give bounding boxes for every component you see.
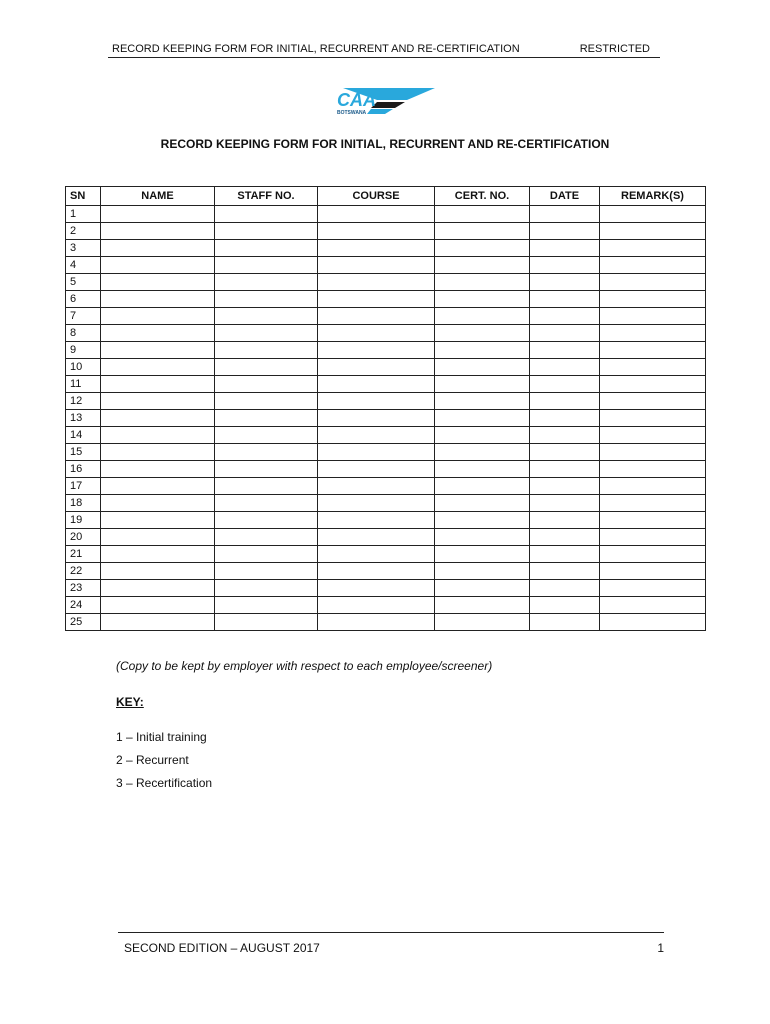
staff-no-cell[interactable] <box>215 308 318 325</box>
cert-no-cell[interactable] <box>435 308 530 325</box>
row-sn: 2 <box>66 223 101 240</box>
name-cell[interactable] <box>101 291 215 308</box>
cert-no-cell[interactable] <box>435 546 530 563</box>
footer-edition: SECOND EDITION – AUGUST 2017 <box>124 941 320 955</box>
row-sn: 10 <box>66 359 101 376</box>
remarks-cell[interactable] <box>600 512 706 529</box>
staff-no-cell[interactable] <box>215 427 318 444</box>
cert-no-cell[interactable] <box>435 342 530 359</box>
cert-no-cell[interactable] <box>435 563 530 580</box>
remarks-cell[interactable] <box>600 410 706 427</box>
row-sn: 16 <box>66 461 101 478</box>
staff-no-cell[interactable] <box>215 580 318 597</box>
cert-no-cell[interactable] <box>435 597 530 614</box>
name-cell[interactable] <box>101 240 215 257</box>
staff-no-cell[interactable] <box>215 206 318 223</box>
cert-no-cell[interactable] <box>435 376 530 393</box>
name-cell[interactable] <box>101 308 215 325</box>
date-cell[interactable] <box>530 257 600 274</box>
logo-subtext: BOTSWANA <box>337 110 367 116</box>
remarks-cell[interactable] <box>600 308 706 325</box>
date-cell[interactable] <box>530 274 600 291</box>
name-cell[interactable] <box>101 376 215 393</box>
date-cell[interactable] <box>530 359 600 376</box>
remarks-cell[interactable] <box>600 546 706 563</box>
date-cell[interactable] <box>530 325 600 342</box>
staff-no-cell[interactable] <box>215 444 318 461</box>
course-cell[interactable] <box>318 342 435 359</box>
table-row <box>66 478 706 495</box>
staff-no-cell[interactable] <box>215 529 318 546</box>
cert-no-cell[interactable] <box>435 444 530 461</box>
course-cell[interactable] <box>318 206 435 223</box>
table-row <box>66 461 706 478</box>
row-sn: 9 <box>66 342 101 359</box>
date-cell[interactable] <box>530 563 600 580</box>
date-cell[interactable] <box>530 342 600 359</box>
staff-no-cell[interactable] <box>215 614 318 631</box>
table-row <box>66 444 706 461</box>
cert-no-cell[interactable] <box>435 614 530 631</box>
table-row <box>66 563 706 580</box>
date-cell[interactable] <box>530 308 600 325</box>
date-cell[interactable] <box>530 461 600 478</box>
table-row <box>66 614 706 631</box>
row-sn: 1 <box>66 206 101 223</box>
date-cell[interactable] <box>530 478 600 495</box>
staff-no-cell[interactable] <box>215 512 318 529</box>
name-cell[interactable] <box>101 580 215 597</box>
course-cell[interactable] <box>318 325 435 342</box>
cert-no-cell[interactable] <box>435 359 530 376</box>
table-row <box>66 206 706 223</box>
date-cell[interactable] <box>530 614 600 631</box>
table-row <box>66 274 706 291</box>
table-header-row <box>66 187 706 206</box>
cert-no-cell[interactable] <box>435 529 530 546</box>
name-cell[interactable] <box>101 325 215 342</box>
header-form-title: RECORD KEEPING FORM FOR INITIAL, RECURRENT AND RE-CERTIFICATION <box>112 43 520 55</box>
column-header-name: NAME <box>101 187 215 206</box>
row-sn: 22 <box>66 563 101 580</box>
table-row <box>66 512 706 529</box>
column-header-sn: SN <box>66 187 101 206</box>
key-list <box>116 730 212 799</box>
row-sn: 23 <box>66 580 101 597</box>
table-row <box>66 359 706 376</box>
cert-no-cell[interactable] <box>435 274 530 291</box>
remarks-cell[interactable] <box>600 291 706 308</box>
name-cell[interactable] <box>101 223 215 240</box>
date-cell[interactable] <box>530 427 600 444</box>
staff-no-cell[interactable] <box>215 325 318 342</box>
remarks-cell[interactable] <box>600 444 706 461</box>
row-sn: 5 <box>66 274 101 291</box>
name-cell[interactable] <box>101 614 215 631</box>
remarks-cell[interactable] <box>600 461 706 478</box>
name-cell[interactable] <box>101 597 215 614</box>
row-sn: 25 <box>66 614 101 631</box>
staff-no-cell[interactable] <box>215 342 318 359</box>
row-sn: 17 <box>66 478 101 495</box>
course-cell[interactable] <box>318 223 435 240</box>
name-cell[interactable] <box>101 359 215 376</box>
course-cell[interactable] <box>318 580 435 597</box>
name-cell[interactable] <box>101 427 215 444</box>
course-cell[interactable] <box>318 393 435 410</box>
remarks-cell[interactable] <box>600 393 706 410</box>
remarks-cell[interactable] <box>600 495 706 512</box>
record-table <box>65 186 706 631</box>
row-sn: 8 <box>66 325 101 342</box>
page-footer <box>118 932 664 963</box>
name-cell[interactable] <box>101 512 215 529</box>
cert-no-cell[interactable] <box>435 580 530 597</box>
column-header-remarks: REMARK(S) <box>600 187 706 206</box>
staff-no-cell[interactable] <box>215 546 318 563</box>
document-title: RECORD KEEPING FORM FOR INITIAL, RECURRENT AND RE-CERTIFICATION <box>160 137 610 151</box>
table-row <box>66 223 706 240</box>
cert-no-cell[interactable] <box>435 427 530 444</box>
table-row <box>66 342 706 359</box>
page-header <box>108 42 660 58</box>
date-cell[interactable] <box>530 223 600 240</box>
column-header-staff-no: STAFF NO. <box>215 187 318 206</box>
column-header-cert-no: CERT. NO. <box>435 187 530 206</box>
name-cell[interactable] <box>101 546 215 563</box>
row-sn: 18 <box>66 495 101 512</box>
key-heading: KEY: <box>116 695 144 709</box>
date-cell[interactable] <box>530 376 600 393</box>
cert-no-cell[interactable] <box>435 393 530 410</box>
row-sn: 24 <box>66 597 101 614</box>
course-cell[interactable] <box>318 614 435 631</box>
table-row <box>66 410 706 427</box>
date-cell[interactable] <box>530 206 600 223</box>
course-cell[interactable] <box>318 427 435 444</box>
date-cell[interactable] <box>530 580 600 597</box>
staff-no-cell[interactable] <box>215 240 318 257</box>
key-item-initial: 1 – Initial training <box>116 730 207 744</box>
copy-note: (Copy to be kept by employer with respect to each employee/screener) <box>116 659 493 673</box>
name-cell[interactable] <box>101 478 215 495</box>
staff-no-cell[interactable] <box>215 478 318 495</box>
remarks-cell[interactable] <box>600 597 706 614</box>
remarks-cell[interactable] <box>600 580 706 597</box>
course-cell[interactable] <box>318 478 435 495</box>
date-cell[interactable] <box>530 597 600 614</box>
cert-no-cell[interactable] <box>435 512 530 529</box>
row-sn: 19 <box>66 512 101 529</box>
header-classification: RESTRICTED <box>579 43 650 55</box>
course-cell[interactable] <box>318 495 435 512</box>
name-cell[interactable] <box>101 410 215 427</box>
staff-no-cell[interactable] <box>215 376 318 393</box>
remarks-cell[interactable] <box>600 614 706 631</box>
name-cell[interactable] <box>101 206 215 223</box>
row-sn: 20 <box>66 529 101 546</box>
course-cell[interactable] <box>318 529 435 546</box>
footer-page-number: 1 <box>657 941 664 955</box>
remarks-cell[interactable] <box>600 478 706 495</box>
table-row <box>66 240 706 257</box>
row-sn: 14 <box>66 427 101 444</box>
staff-no-cell[interactable] <box>215 393 318 410</box>
name-cell[interactable] <box>101 274 215 291</box>
table-body <box>66 206 706 631</box>
row-sn: 13 <box>66 410 101 427</box>
table-row <box>66 546 706 563</box>
course-cell[interactable] <box>318 444 435 461</box>
table-row <box>66 376 706 393</box>
course-cell[interactable] <box>318 461 435 478</box>
remarks-cell[interactable] <box>600 257 706 274</box>
name-cell[interactable] <box>101 393 215 410</box>
date-cell[interactable] <box>530 546 600 563</box>
remarks-cell[interactable] <box>600 529 706 546</box>
column-header-date: DATE <box>530 187 600 206</box>
date-cell[interactable] <box>530 291 600 308</box>
remarks-cell[interactable] <box>600 223 706 240</box>
caa-logo <box>335 86 435 116</box>
cert-no-cell[interactable] <box>435 461 530 478</box>
row-sn: 11 <box>66 376 101 393</box>
remarks-cell[interactable] <box>600 342 706 359</box>
row-sn: 12 <box>66 393 101 410</box>
date-cell[interactable] <box>530 529 600 546</box>
date-cell[interactable] <box>530 512 600 529</box>
table-row <box>66 257 706 274</box>
course-cell[interactable] <box>318 410 435 427</box>
course-cell[interactable] <box>318 376 435 393</box>
remarks-cell[interactable] <box>600 359 706 376</box>
date-cell[interactable] <box>530 240 600 257</box>
remarks-cell[interactable] <box>600 563 706 580</box>
course-cell[interactable] <box>318 512 435 529</box>
name-cell[interactable] <box>101 257 215 274</box>
name-cell[interactable] <box>101 495 215 512</box>
row-sn: 21 <box>66 546 101 563</box>
table-row <box>66 529 706 546</box>
cert-no-cell[interactable] <box>435 240 530 257</box>
key-item-recertification: 3 – Recertification <box>116 776 213 790</box>
course-cell[interactable] <box>318 546 435 563</box>
course-cell[interactable] <box>318 291 435 308</box>
key-item-recurrent: 2 – Recurrent <box>116 753 189 767</box>
staff-no-cell[interactable] <box>215 359 318 376</box>
date-cell[interactable] <box>530 444 600 461</box>
row-sn: 6 <box>66 291 101 308</box>
name-cell[interactable] <box>101 563 215 580</box>
cert-no-cell[interactable] <box>435 325 530 342</box>
cert-no-cell[interactable] <box>435 257 530 274</box>
logo-text: CAA <box>337 90 376 110</box>
table-row <box>66 597 706 614</box>
cert-no-cell[interactable] <box>435 206 530 223</box>
name-cell[interactable] <box>101 461 215 478</box>
name-cell[interactable] <box>101 342 215 359</box>
course-cell[interactable] <box>318 563 435 580</box>
caa-logo-graphic <box>335 86 435 116</box>
staff-no-cell[interactable] <box>215 495 318 512</box>
remarks-cell[interactable] <box>600 240 706 257</box>
course-cell[interactable] <box>318 308 435 325</box>
course-cell[interactable] <box>318 359 435 376</box>
remarks-cell[interactable] <box>600 325 706 342</box>
name-cell[interactable] <box>101 529 215 546</box>
course-cell[interactable] <box>318 597 435 614</box>
remarks-cell[interactable] <box>600 206 706 223</box>
cert-no-cell[interactable] <box>435 478 530 495</box>
remarks-cell[interactable] <box>600 376 706 393</box>
cert-no-cell[interactable] <box>435 223 530 240</box>
column-header-course: COURSE <box>318 187 435 206</box>
course-cell[interactable] <box>318 274 435 291</box>
staff-no-cell[interactable] <box>215 257 318 274</box>
cert-no-cell[interactable] <box>435 291 530 308</box>
cert-no-cell[interactable] <box>435 495 530 512</box>
table-row <box>66 291 706 308</box>
row-sn: 3 <box>66 240 101 257</box>
row-sn: 15 <box>66 444 101 461</box>
staff-no-cell[interactable] <box>215 274 318 291</box>
staff-no-cell[interactable] <box>215 291 318 308</box>
cert-no-cell[interactable] <box>435 410 530 427</box>
course-cell[interactable] <box>318 257 435 274</box>
table-row <box>66 580 706 597</box>
table-row <box>66 495 706 512</box>
date-cell[interactable] <box>530 495 600 512</box>
row-sn: 7 <box>66 308 101 325</box>
table-row <box>66 427 706 444</box>
table-row <box>66 308 706 325</box>
table-row <box>66 325 706 342</box>
staff-no-cell[interactable] <box>215 563 318 580</box>
staff-no-cell[interactable] <box>215 410 318 427</box>
staff-no-cell[interactable] <box>215 461 318 478</box>
staff-no-cell[interactable] <box>215 597 318 614</box>
table-row <box>66 393 706 410</box>
date-cell[interactable] <box>530 393 600 410</box>
name-cell[interactable] <box>101 444 215 461</box>
row-sn: 4 <box>66 257 101 274</box>
remarks-cell[interactable] <box>600 274 706 291</box>
staff-no-cell[interactable] <box>215 223 318 240</box>
remarks-cell[interactable] <box>600 427 706 444</box>
date-cell[interactable] <box>530 410 600 427</box>
course-cell[interactable] <box>318 240 435 257</box>
